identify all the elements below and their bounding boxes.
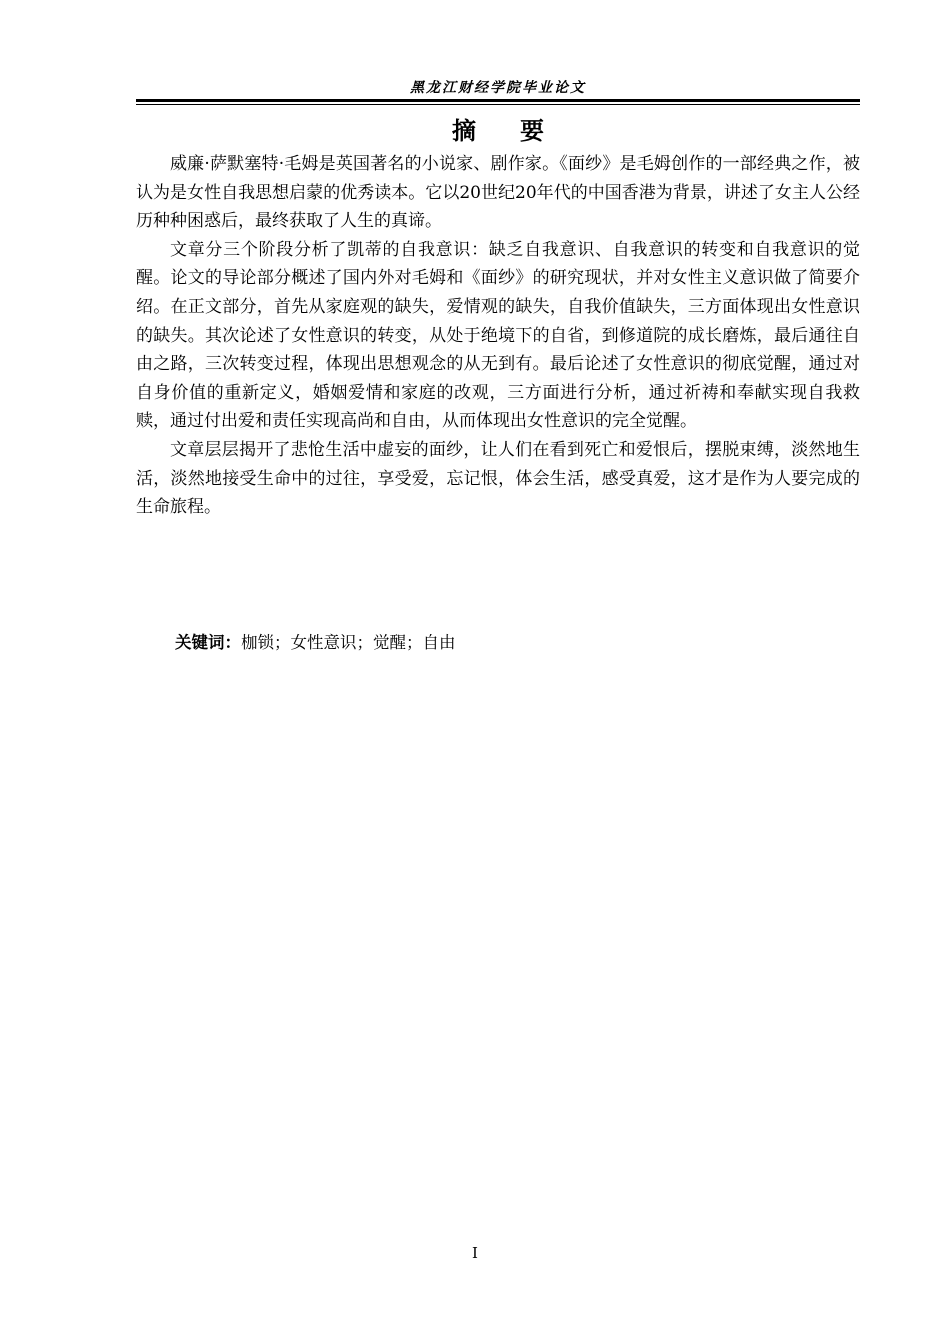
- header-rule-thin: [136, 104, 860, 105]
- abstract-paragraph-3: 文章层层揭开了悲怆生活中虚妄的面纱，让人们在看到死亡和爱恨后，摆脱束缚，淡然地生活，淡然地接受生命中的过往，享受爱，忘记恨，体会生活，感受真爱，这才是作为人要完成的生命旅程。: [136, 439, 860, 518]
- page-number: I: [472, 1244, 478, 1262]
- running-header: 黑龙江财经学院毕业论文: [410, 80, 586, 96]
- keywords-line: [175, 629, 860, 657]
- abstract-title: 摘要: [452, 117, 588, 145]
- abstract-paragraph-2: 文章分三个阶段分析了凯蒂的自我意识：缺乏自我意识、自我意识的转变和自我意识的觉醒。论文的导论部分概述了国内外对毛姆和《面纱》的研究现状，并对女性主义意识做了简要介绍。在正文部分，首先从家庭观的缺失，爱情观的缺失，自我价值缺失，三方面体现出女性意识的缺失。其次论述了女性意识的转变，从处于绝境下的自省，到修道院的成长磨炼，最后通往自由之路，三次转变过程，体现出思想观念的从无到有。最后论述了女性意识的彻底觉醒，通过对自身价值的重新定义，婚姻爱情和家庭的改观，三方面进行分析，通过祈祷和奉献实现自我救赎，通过付出爱和责任实现高尚和自由，从而体现出女性意识的完全觉醒。: [136, 239, 860, 432]
- abstract-body: [136, 150, 860, 522]
- keywords-label: 关键词：: [175, 633, 241, 652]
- abstract-paragraph-1: 威廉·萨默塞特·毛姆是英国著名的小说家、剧作家。《面纱》是毛姆创作的一部经典之作，被认为是女性自我思想启蒙的优秀读本。它以20世纪20年代的中国香港为背景，讲述了女主人公经历种种困惑后，最终获取了人生的真谛。: [136, 154, 860, 232]
- header-rule-thick: [136, 99, 860, 102]
- keywords-text: 枷锁；女性意识；觉醒；自由: [241, 633, 456, 652]
